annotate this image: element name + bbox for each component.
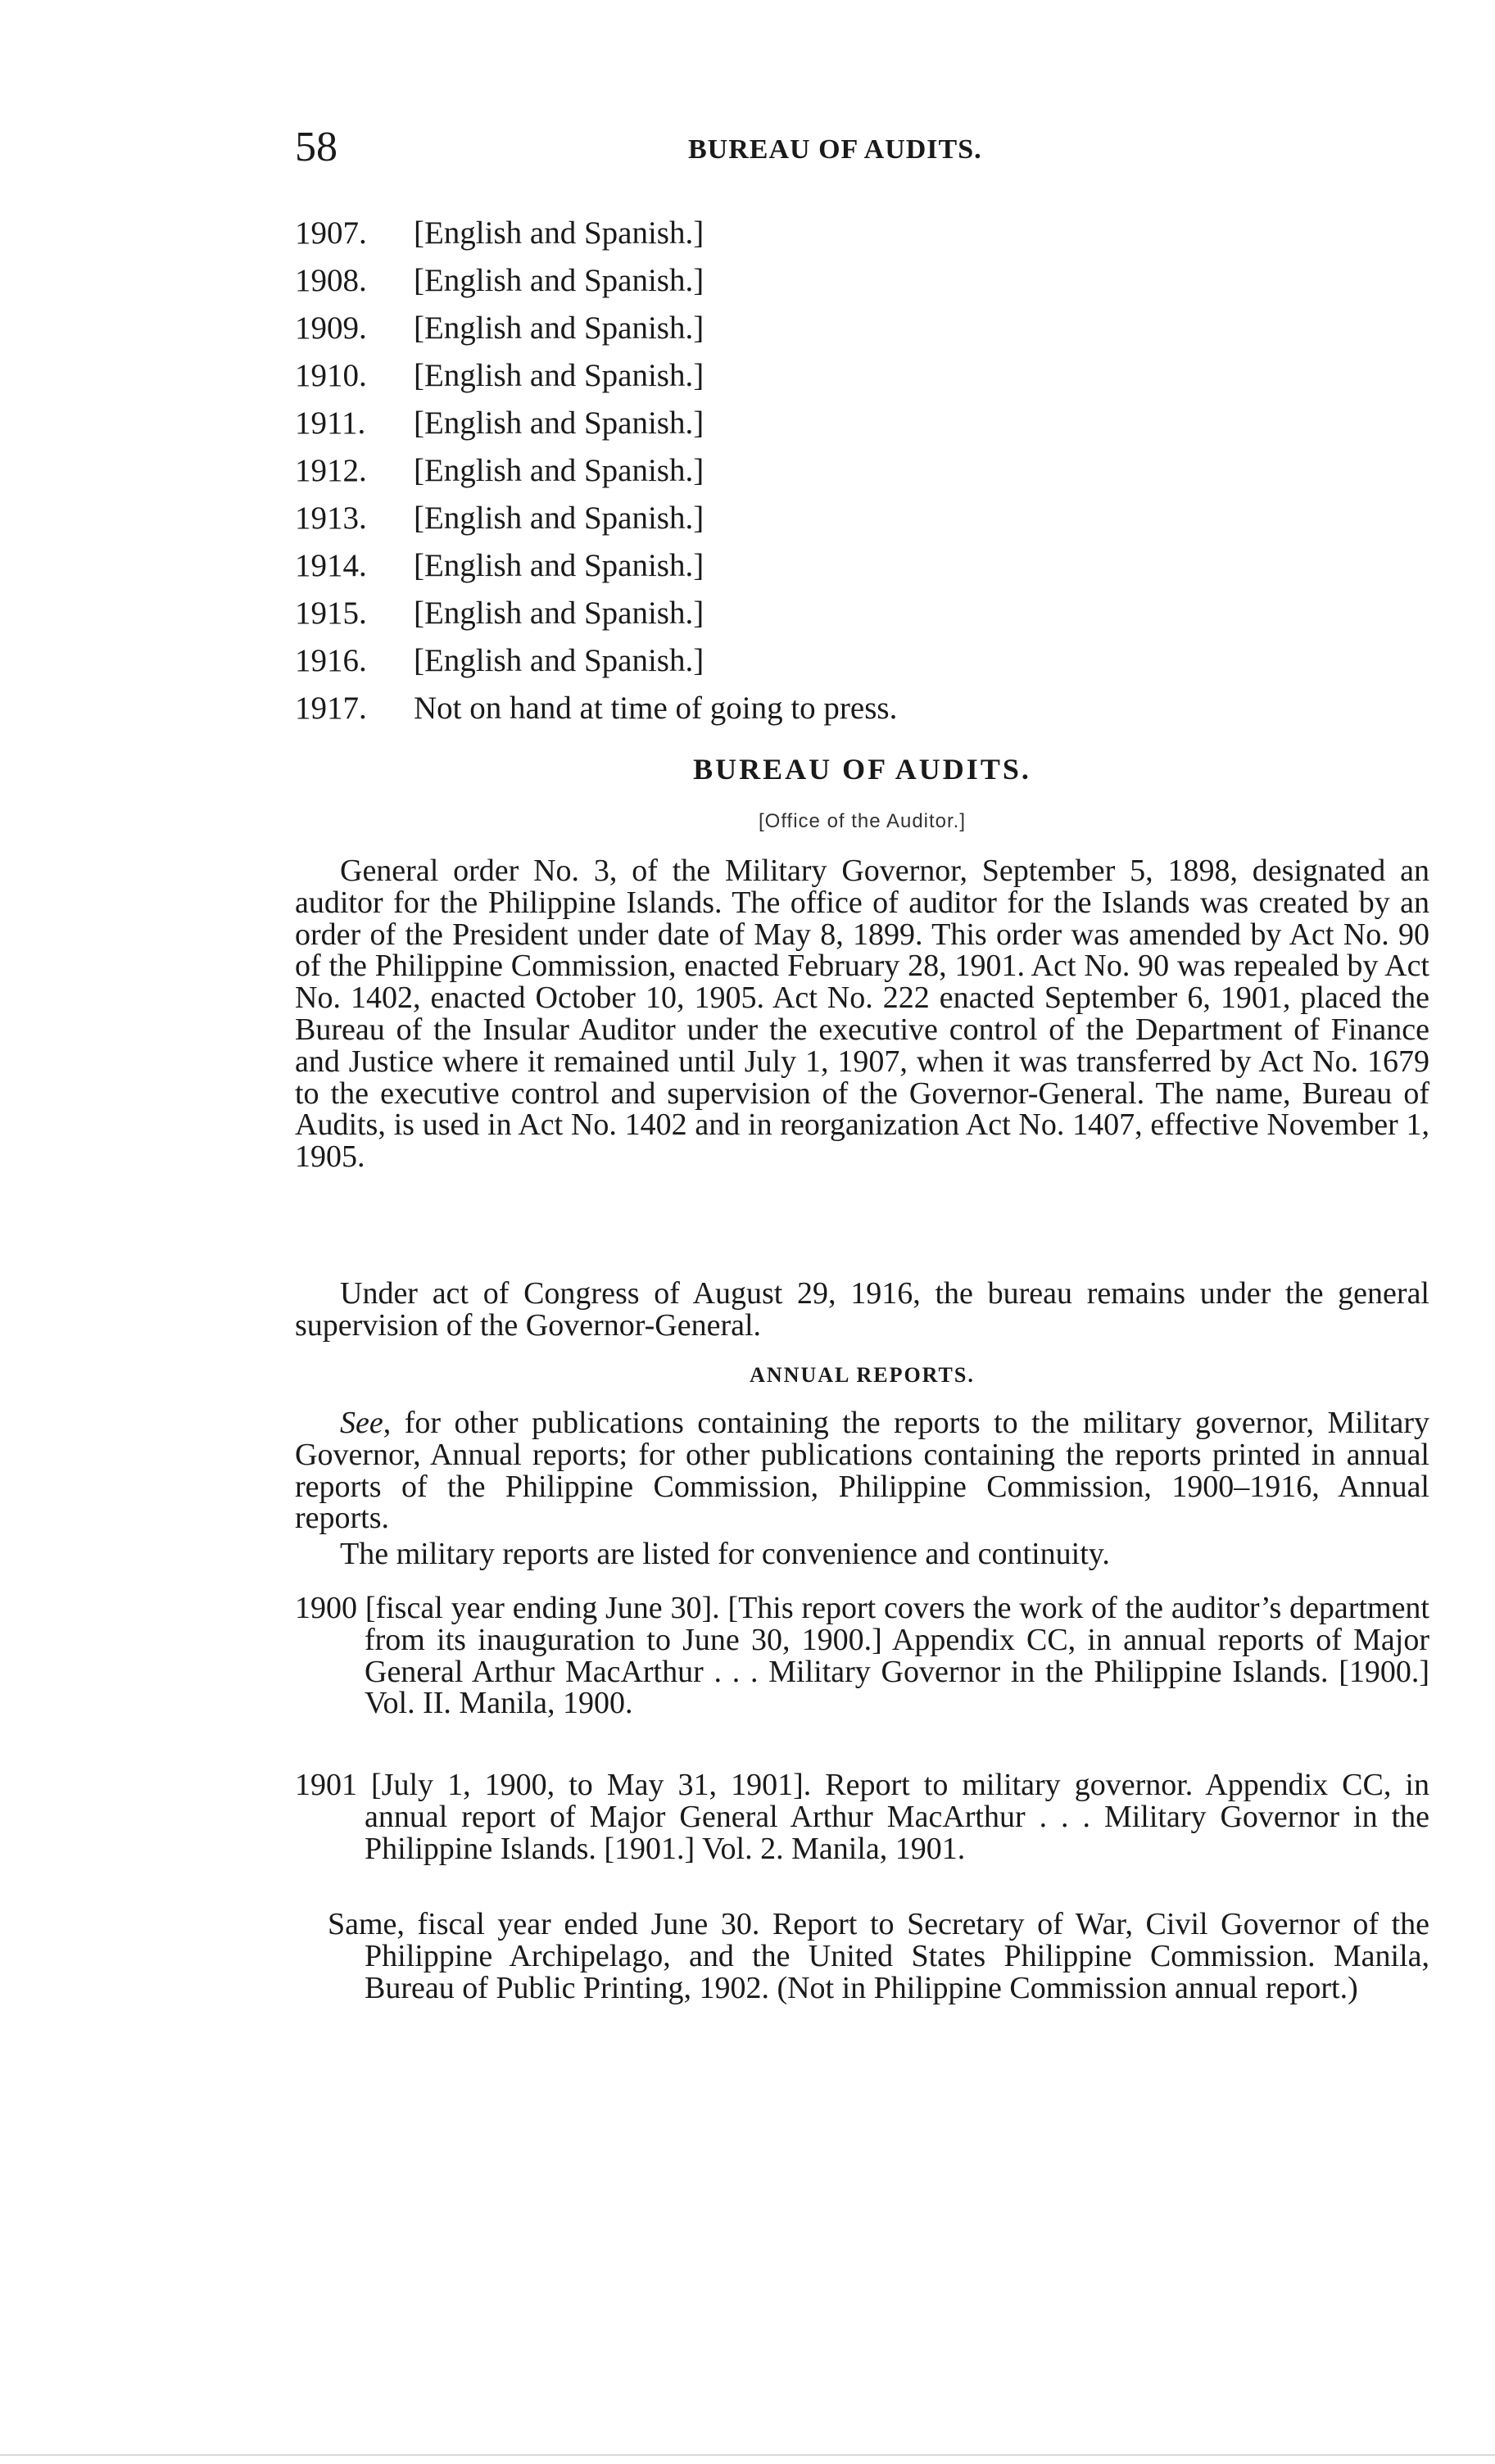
- annual-reports-title: ANNUAL REPORTS.: [750, 1363, 975, 1387]
- year-list-item: [295, 542, 1442, 590]
- year-label: 1910.: [295, 358, 367, 393]
- year-label: 1914.: [295, 548, 367, 583]
- supervision-paragraph: [295, 1278, 1429, 1342]
- year-label: 1908.: [295, 263, 367, 298]
- paragraph-text: Under act of Congress of August 29, 1916, the bureau remains under the general supervision of the Governor-General.: [295, 1276, 1429, 1343]
- page-number: 58: [295, 124, 338, 170]
- year-list-item: [295, 305, 1442, 352]
- report-entry-1900: [295, 1592, 1429, 1719]
- year-list-item: [295, 495, 1442, 542]
- year-note: [English and Spanish.]: [414, 500, 704, 536]
- year-note: [English and Spanish.]: [414, 643, 704, 678]
- year-list-item: [295, 685, 1442, 732]
- entry-text: Same, fiscal year ended June 30. Report to Secretary of War, Civil Governor of the Philippine Archipelago, and the United States Philippine Commission. Manila, Bureau of Public Printing, 1902. (Not in Philippine Commission annual report.): [328, 1907, 1429, 2005]
- page-header: [295, 123, 1475, 180]
- running-head: BUREAU OF AUDITS.: [688, 134, 982, 165]
- year-list-item: [295, 352, 1442, 400]
- year-list-item: [295, 590, 1442, 637]
- entry-text: 1901 [July 1, 1900, to May 31, 1901]. Report to military governor. Appendix CC, in annual report of Major General Arthur MacArthur . . . Military Governor in the Philippine Islands. [1901.] Vol. 2. Manila, 1901.: [295, 1768, 1429, 1866]
- bottom-edge-line: [0, 2454, 1495, 2456]
- year-label: 1917.: [295, 691, 367, 726]
- year-note: [English and Spanish.]: [414, 548, 704, 583]
- see-rest: , for other publications containing the reports to the military governor, Military Governor, Annual reports; for other publications containing the reports printed in annual reports of the Philippine Commission, Philippine Commission, 1900–1916, Annual reports.: [295, 1406, 1429, 1536]
- bureau-section-title: BUREAU OF AUDITS.: [693, 753, 1031, 786]
- office-note: [Office of the Auditor.]: [758, 810, 967, 832]
- paragraph-text: [295, 1407, 1429, 1534]
- year-label: 1916.: [295, 643, 367, 678]
- year-list-item: [295, 257, 1442, 305]
- history-paragraph: [295, 855, 1429, 1173]
- year-label: 1915.: [295, 596, 367, 631]
- entry-text: 1900 [fiscal year ending June 30]. [This report covers the work of the auditor’s department from its inauguration to June 30, 1900.] Appendix CC, in annual reports of Major General Arthur MacArthur . . . Military Governor in the Philippine Islands. [1900.] Vol. II. Manila, 1900.: [295, 1591, 1429, 1721]
- military-note-paragraph: [295, 1538, 1429, 1570]
- see-word: See: [340, 1406, 383, 1440]
- year-label: 1912.: [295, 453, 367, 488]
- year-note: [English and Spanish.]: [414, 453, 704, 488]
- year-note: [English and Spanish.]: [414, 405, 704, 441]
- year-list-item: [295, 447, 1442, 495]
- year-label: 1913.: [295, 500, 367, 536]
- year-note: [English and Spanish.]: [414, 263, 704, 298]
- year-label: 1907.: [295, 215, 367, 251]
- paragraph-text: General order No. 3, of the Military Governor, September 5, 1898, designated an auditor for the Philippine Islands. The office of auditor for the Islands was created by an order of the President under date of May 8, 1899. This order was amended by Act No. 90 of the Philippine Commission, enacted February 28, 1901. Act No. 90 was repealed by Act No. 1402, enacted October 10, 1905. Act No. 222 enacted September 6, 1901, placed the Bureau of the Insular Auditor under the executive control of the Department of Finance and Justice where it remained until July 1, 1907, when it was transferred by Act No. 1679 to the executive control and supervision of the Governor-General. The name, Bureau of Audits, is used in Act No. 1402 and in reorganization Act No. 1407, effective November 1, 1905.: [295, 854, 1429, 1175]
- year-list-item: [295, 637, 1442, 685]
- report-entry-1901: [295, 1769, 1429, 1864]
- year-note: Not on hand at time of going to press.: [414, 691, 898, 726]
- see-also-paragraph: [295, 1407, 1429, 1534]
- year-note: [English and Spanish.]: [414, 215, 704, 251]
- year-label: 1909.: [295, 310, 367, 346]
- year-list-item: [295, 210, 1442, 257]
- year-note: [English and Spanish.]: [414, 310, 704, 346]
- year-note: [English and Spanish.]: [414, 596, 704, 631]
- year-label: 1911.: [295, 405, 366, 441]
- year-note: [English and Spanish.]: [414, 358, 704, 393]
- report-entry-same: [295, 1909, 1429, 2004]
- paragraph-text: The military reports are listed for convenience and continuity.: [340, 1537, 1110, 1571]
- year-list-item: [295, 400, 1442, 447]
- year-list: [295, 210, 1442, 732]
